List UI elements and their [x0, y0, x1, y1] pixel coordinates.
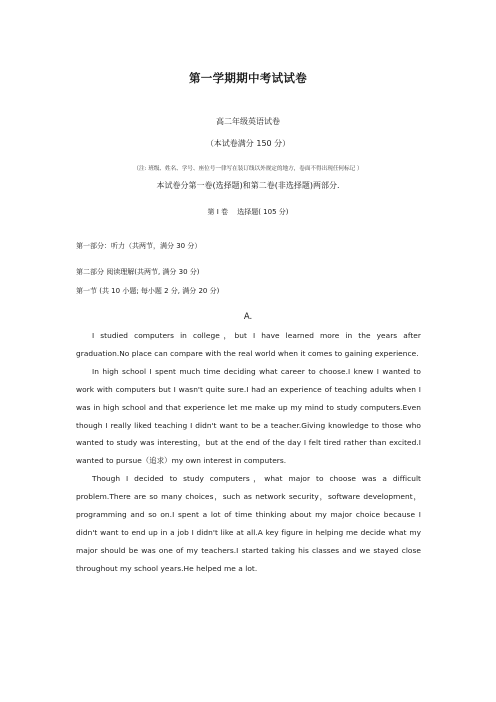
passage-heading: A.	[243, 312, 253, 322]
total-score: （本试卷满分 150 分）	[205, 139, 291, 148]
exam-subtitle: 高二年级英语试卷	[216, 117, 280, 126]
part-two-heading: 第二部分 阅读理解(共两节, 满分 30 分)	[76, 268, 200, 276]
reading-passage	[76, 327, 421, 578]
passage-paragraph: In high school I spent much time deciding what career to choose.I knew I wanted to work with computers but I wasn't quite sure.I had an experience of teaching adults when I was in high school and that experience let me make up my mind to study computers.Even though I really liked teaching I didn't want to be a teacher.Giving knowledge to those who wanted to study was interesting，but at the end of the day I felt tired rather than excited.I wanted to pursue（追求）my own interest in computers.	[76, 366, 421, 466]
volume-one-heading: 第 I 卷 选择题( 105 分)	[207, 208, 289, 216]
exam-title: 第一学期期中考试试卷	[189, 71, 307, 85]
passage-paragraph: Though I decided to study computers，what major to choose was a difficult problem.There are so many choices，such as network security，software development，programming and so on.I spent a lot of time thinking about my major choice because I didn't want to end up in a job I didn't like at all.A key figure in helping me decide what my major should be was one of my teachers.I started taking his classes and we stayed close throughout my school years.He helped me a lot.	[76, 474, 421, 573]
part-one-heading: 第一部分：听力（共两节，满分 30 分）	[76, 242, 202, 250]
instructions-note: （注: 班级、姓名、学号、座位号一律写在装订线以外规定的地方，卷面不得出现任何标记 ）	[133, 166, 363, 172]
section-one-heading: 第一节 (共 10 小题; 每小题 2 分, 满分 20 分)	[76, 287, 220, 295]
composition-statement: 本试卷分第一卷(选择题)和第二卷(非选择题)两部分.	[156, 181, 340, 190]
passage-paragraph: I studied computers in college，but I have learned more in the years after graduation.No place can compare with the real world when it comes to gaining experience.	[76, 331, 421, 358]
